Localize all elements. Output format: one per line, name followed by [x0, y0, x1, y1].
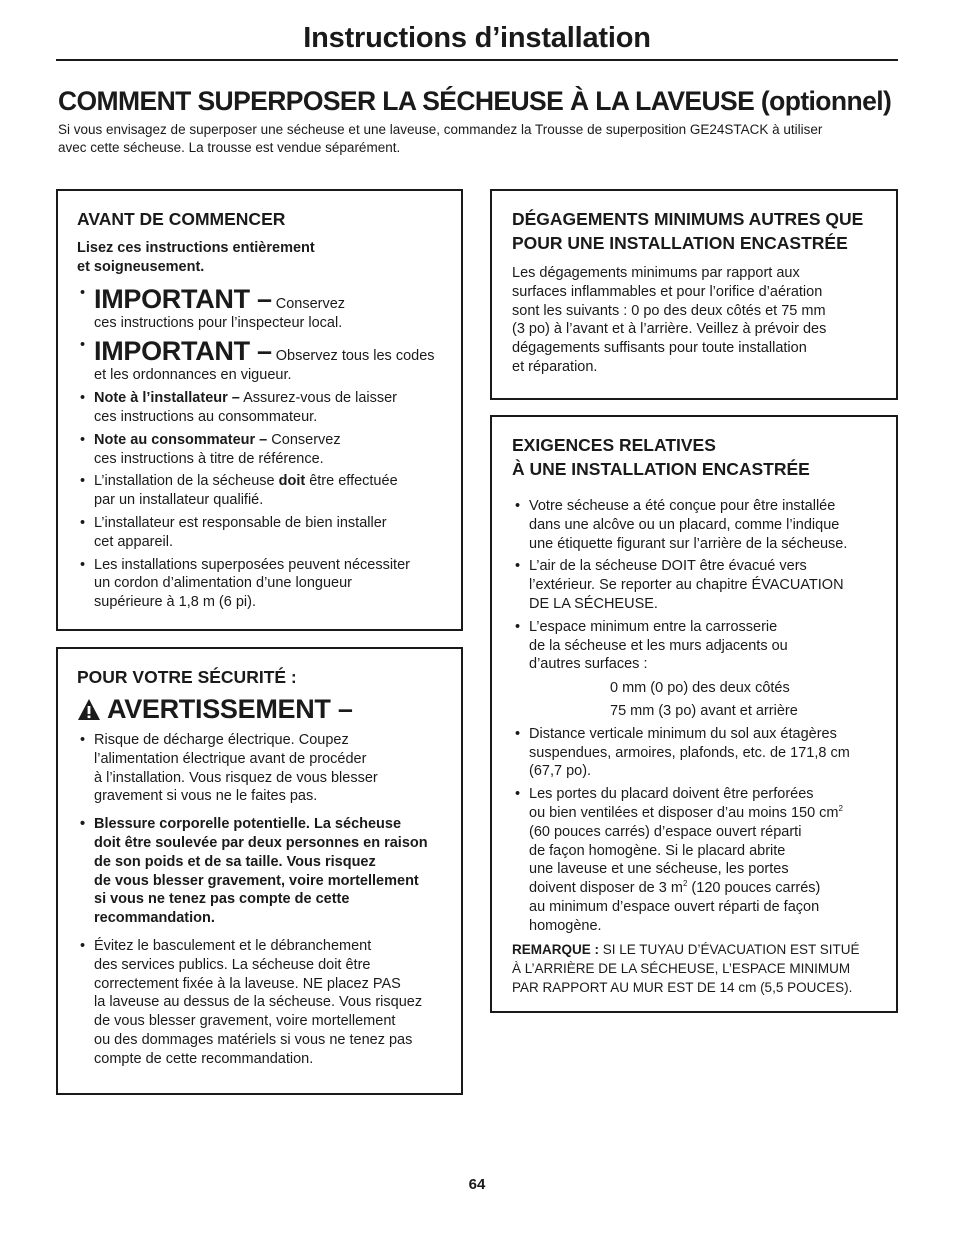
recessed-closet-doors — [512, 785, 888, 935]
recessed-title — [512, 433, 888, 481]
r4-line: • Distance verticale minimum du sol aux étagères — [529, 725, 837, 742]
clearances-line: Les dégagements minimums par rapport aux — [512, 265, 800, 281]
clearances-title-1: DÉGAGEMENTS MINIMUMS AUTRES QUE — [512, 209, 864, 229]
b7-a: • Les installations superposées peuvent nécessiter — [94, 556, 410, 573]
b5-c: par un installateur qualifié. — [94, 492, 264, 509]
recessed-remark — [512, 940, 888, 997]
stacked-power-cord — [77, 556, 455, 612]
b5-bold: doit — [278, 473, 306, 490]
recessed-title-2: À UNE INSTALLATION ENCASTRÉE — [512, 459, 810, 479]
b7-b: un cordon d’alimentation d’une longueur — [94, 575, 352, 592]
intro-line-2: avec cette sécheuse. La trousse est vendue séparément. — [58, 140, 401, 155]
remark-line: À L’ARRIÈRE DE LA SÉCHEUSE, L’ESPACE MINIMUM — [512, 960, 851, 976]
recessed-min-space — [512, 618, 888, 674]
clearances-box — [490, 189, 898, 400]
w3-line: des services publics. La sécheuse doit être — [94, 956, 371, 973]
clearances-line: dégagements suffisants pour toute installation — [512, 340, 807, 357]
b7-c: supérieure à 1,8 m (6 pi). — [94, 594, 256, 611]
r3-line: d’autres surfaces : — [529, 656, 648, 673]
important-inspector — [77, 284, 455, 333]
r5-line: (120 pouces carrés) — [687, 880, 821, 897]
read-instructions — [77, 239, 455, 277]
safety-title: POUR VOTRE SÉCURITÉ : — [77, 667, 297, 687]
r1-line: une étiquette figurant sur l’arrière de la sécheuse. — [529, 535, 848, 552]
recessed-front-clearance: 75 mm (3 po) avant et arrière — [610, 702, 798, 719]
clearances-title-2: POUR UNE INSTALLATION ENCASTRÉE — [512, 233, 848, 253]
r5-line: au minimum d’espace ouvert réparti de façon — [529, 898, 820, 915]
remark-line: SI LE TUYAU D’ÉVACUATION EST SITUÉ — [599, 941, 860, 957]
r2-line: DE LA SÉCHEUSE. — [529, 595, 658, 612]
w2-line: doit être soulevée par deux personnes en raison — [94, 834, 428, 851]
warning-heading — [77, 693, 455, 725]
warning-triangle-icon — [77, 698, 101, 721]
page-header-title: Instructions d’installation — [303, 22, 651, 54]
clearances-line: et réparation. — [512, 358, 598, 375]
clearances-line: (3 po) à l’avant et à l’arrière. Veillez à prévoir des — [512, 321, 827, 338]
remark-label: REMARQUE : — [512, 941, 599, 957]
b6-a: • L’installateur est responsable de bien installer — [94, 514, 387, 531]
qualified-installer — [77, 472, 455, 510]
recessed-side-clearance: 0 mm (0 po) des deux côtés — [610, 680, 790, 697]
r5-line: homogène. — [529, 917, 602, 934]
section-intro — [58, 121, 898, 157]
w3-line: • Évitez le basculement et le débranchement — [94, 937, 372, 954]
note-consumer — [77, 431, 455, 469]
note-consumer-a: Conservez — [271, 431, 341, 448]
w3-line: compte de cette recommandation. — [94, 1050, 314, 1067]
before-you-begin-box — [56, 189, 463, 631]
imp1-text-a: Conservez — [275, 295, 346, 312]
w2-line: de son poids et de sa taille. Vous risquez — [94, 853, 376, 870]
w3-line: la laveuse au dessus de la sécheuse. Vous risquez — [94, 994, 423, 1011]
remark-line: PAR RAPPORT AU MUR EST DE 14 cm (5,5 POUCES). — [512, 979, 853, 995]
note-consumer-label: Note au consommateur – — [94, 431, 268, 448]
b6-b: cet appareil. — [94, 533, 173, 550]
r3-line: • L’espace minimum entre la carrosserie — [529, 618, 778, 635]
clearances-line: surfaces inflammables et pour l’orifice d’aération — [512, 283, 823, 300]
clearances-body — [512, 264, 888, 377]
w3-line: de vous blesser gravement, voire mortellement — [94, 1013, 396, 1030]
warning-injury — [77, 815, 455, 928]
b5-b: être effectuée — [309, 473, 398, 490]
warning-label: AVERTISSEMENT – — [107, 694, 353, 724]
imp2-text-a: Observez tous les codes — [275, 348, 435, 365]
recessed-alcove — [512, 497, 888, 553]
r4-line: suspendues, armoires, plafonds, etc. de 171,8 cm — [529, 744, 850, 761]
w2-line: de vous blesser gravement, voire mortellement — [94, 872, 419, 889]
r5-line: doivent disposer de 3 m — [529, 880, 683, 897]
r5-line: de façon homogène. Si le placard abrite — [529, 842, 786, 859]
w1-line: • Risque de décharge électrique. Coupez — [94, 732, 349, 748]
r5-superscript: 2 — [838, 804, 843, 814]
read-line-2: et soigneusement. — [77, 258, 205, 275]
r5-line: une laveuse et une sécheuse, les portes — [529, 861, 789, 878]
w3-line: correctement fixée à la laveuse. NE placez PAS — [94, 975, 401, 992]
important-label: IMPORTANT – — [94, 283, 272, 314]
clearances-line: sont les suivants : 0 po des deux côtés et 75 mm — [512, 302, 826, 319]
header-rule — [56, 59, 898, 61]
r2-line: • L’air de la sécheuse DOIT être évacué vers — [529, 558, 807, 575]
note-installer — [77, 389, 455, 427]
w1-line: gravement si vous ne le faites pas. — [94, 788, 318, 805]
w2-line: si vous ne tenez pas compte de cette — [94, 891, 350, 908]
clearances-title — [512, 207, 888, 255]
imp2-text-b: et les ordonnances en vigueur. — [94, 367, 292, 384]
important-codes — [77, 336, 455, 385]
note-installer-label: Note à l’installateur – — [94, 390, 240, 407]
installer-responsible — [77, 514, 455, 552]
w2-line: recommandation. — [94, 910, 215, 927]
recessed-vertical — [512, 725, 888, 781]
recessed-exhaust — [512, 557, 888, 613]
note-installer-a: Assurez-vous de laisser — [243, 390, 398, 407]
r3-line: de la sécheuse et les murs adjacents ou — [529, 637, 788, 654]
r5-line: • Les portes du placard doivent être perforées — [529, 786, 814, 803]
r5-line: ou bien ventilées et disposer d’au moins 150 cm — [529, 804, 839, 821]
w3-line: ou des dommages matériels si vous ne tenez pas — [94, 1031, 413, 1048]
r5-superscript: 2 — [682, 879, 688, 889]
section-title: COMMENT SUPERPOSER LA SÉCHEUSE À LA LAVEUSE (optionnel) — [58, 86, 892, 116]
r5-line: (60 pouces carrés) d’espace ouvert réparti — [529, 823, 802, 840]
w1-line: l’alimentation électrique avant de procéder — [94, 750, 367, 767]
safety-box — [56, 647, 463, 1095]
recessed-box — [490, 415, 898, 1013]
warning-electric-shock — [77, 731, 455, 806]
important-label: IMPORTANT – — [94, 336, 272, 367]
b5-a: L’installation de la sécheuse — [94, 473, 275, 490]
w2-line: • Blessure corporelle potentielle. La sécheuse — [94, 816, 402, 833]
before-title: AVANT DE COMMENCER — [77, 209, 286, 229]
imp1-text-b: ces instructions pour l’inspecteur local. — [94, 314, 343, 331]
r1-line: dans une alcôve ou un placard, comme l’indique — [529, 516, 840, 533]
w1-line: à l’installation. Vous risquez de vous blesser — [94, 769, 378, 786]
page-number: 64 — [468, 1176, 486, 1193]
note-consumer-b: ces instructions à titre de référence. — [94, 450, 324, 467]
r4-line: (67,7 po). — [529, 763, 592, 780]
warning-tip-over — [77, 937, 455, 1069]
intro-line-1: Si vous envisagez de superposer une sécheuse et une laveuse, commandez la Trousse de superposition GE24STACK à utiliser — [58, 122, 823, 137]
note-installer-b: ces instructions au consommateur. — [94, 408, 318, 425]
r1-line: • Votre sécheuse a été conçue pour être installée — [529, 498, 836, 514]
read-line-1: Lisez ces instructions entièrement — [77, 240, 315, 256]
r2-line: l’extérieur. Se reporter au chapitre ÉVACUATION — [529, 577, 844, 594]
recessed-title-1: EXIGENCES RELATIVES — [512, 435, 716, 455]
